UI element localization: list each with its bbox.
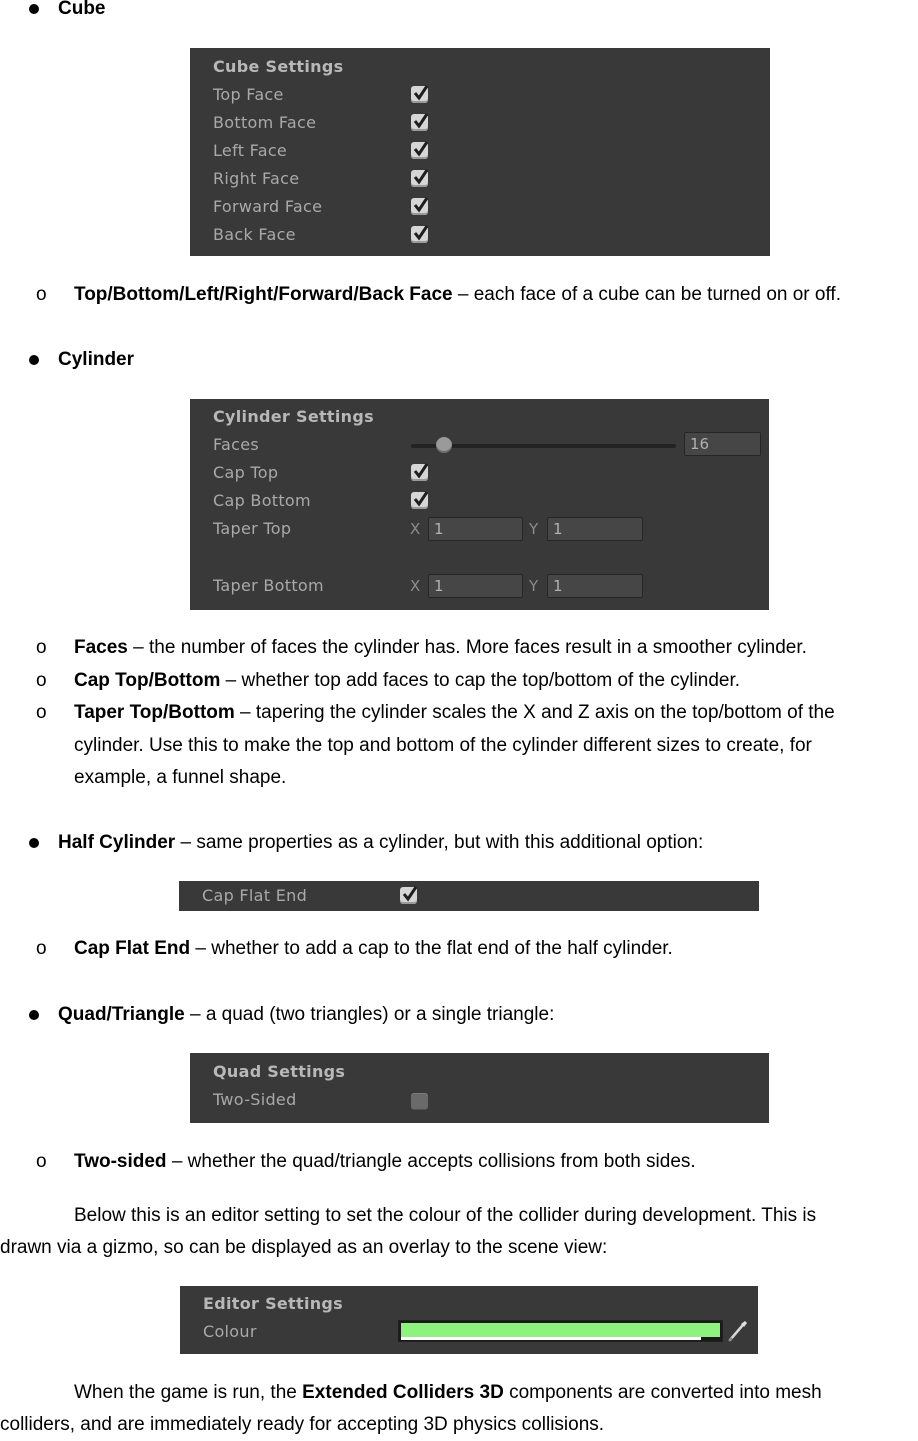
- cap-flat-end-label: Cap Flat End: [202, 886, 308, 905]
- taper-bottom-x-label: X: [410, 577, 421, 595]
- closing-paragraph-line1: When the game is run, the Extended Colliders 3D components are converted into mesh: [74, 1382, 822, 1403]
- cube-heading: Cube: [58, 0, 106, 19]
- cap-description: Cap Top/Bottom – whether top add faces to cap the top/bottom of the cylinder.: [74, 670, 741, 691]
- cap-top-label: Cap Top: [213, 463, 279, 482]
- cap-flat-end-description: Cap Flat End – whether to add a cap to the flat end of the half cylinder.: [74, 938, 673, 959]
- editor-paragraph-line2: drawn via a gizmo, so can be displayed as an overlay to the scene view:: [0, 1237, 608, 1258]
- sub-bullet-marker: o: [36, 637, 47, 658]
- top-face-label: Top Face: [213, 85, 284, 104]
- colour-label: Colour: [203, 1322, 257, 1341]
- taper-bottom-label: Taper Bottom: [213, 576, 324, 595]
- sub-bullet-marker: o: [36, 938, 47, 959]
- face-toggle-description: Top/Bottom/Left/Right/Forward/Back Face – each face of a cube can be turned on or off.: [74, 284, 841, 305]
- bullet-dot: [29, 355, 39, 365]
- two-sided-description: Two-sided – whether the quad/triangle accepts collisions from both sides.: [74, 1151, 696, 1172]
- sub-bullet-marker: o: [36, 1151, 47, 1172]
- eyedropper-icon[interactable]: [727, 1319, 749, 1343]
- left-face-checkbox[interactable]: [411, 142, 428, 159]
- right-face-checkbox[interactable]: [411, 170, 428, 187]
- cylinder-settings-panel: [190, 399, 769, 610]
- cap-bottom-label: Cap Bottom: [213, 491, 311, 510]
- quad-heading: Quad/Triangle – a quad (two triangles) or a single triangle:: [58, 1004, 555, 1025]
- taper-top-y-label: Y: [529, 520, 539, 538]
- top-face-checkbox[interactable]: [411, 86, 428, 103]
- taper-top-y-field[interactable]: 1: [547, 517, 643, 541]
- taper-description-line2: cylinder. Use this to make the top and bottom of the cylinder different sizes to create, for: [74, 735, 812, 756]
- panel-title: Quad Settings: [213, 1062, 346, 1081]
- editor-settings-panel: [180, 1286, 758, 1354]
- cylinder-heading: Cylinder: [58, 349, 135, 370]
- half-cylinder-panel: [179, 881, 759, 911]
- sub-bullet-marker: o: [36, 670, 47, 691]
- sub-bullet-marker: o: [36, 702, 47, 723]
- two-sided-label: Two-Sided: [213, 1090, 297, 1109]
- back-face-checkbox[interactable]: [411, 226, 428, 243]
- panel-title: Cylinder Settings: [213, 407, 374, 426]
- bullet-dot: [29, 838, 39, 848]
- faces-label: Faces: [213, 435, 260, 454]
- taper-bottom-y-label: Y: [529, 577, 539, 595]
- taper-top-x-field[interactable]: 1: [428, 517, 523, 541]
- two-sided-checkbox[interactable]: [411, 1093, 428, 1110]
- cap-flat-end-checkbox[interactable]: [400, 887, 417, 904]
- sub-bullet-marker: o: [36, 284, 47, 305]
- bottom-face-label: Bottom Face: [213, 113, 317, 132]
- forward-face-label: Forward Face: [213, 197, 323, 216]
- taper-bottom-y-field[interactable]: 1: [547, 574, 643, 598]
- left-face-label: Left Face: [213, 141, 288, 160]
- taper-top-x-label: X: [410, 520, 421, 538]
- cap-bottom-checkbox[interactable]: [411, 492, 428, 509]
- alpha-bar: [401, 1337, 701, 1340]
- faces-value-field[interactable]: 16: [684, 432, 761, 456]
- editor-paragraph-line1: Below this is an editor setting to set the colour of the collider during development. This is: [74, 1205, 817, 1226]
- colour-fill: [401, 1323, 720, 1337]
- panel-title: Cube Settings: [213, 57, 344, 76]
- taper-description: Taper Top/Bottom – tapering the cylinder scales the X and Z axis on the top/bottom of the: [74, 702, 835, 723]
- cap-top-checkbox[interactable]: [411, 464, 428, 481]
- bullet-dot: [29, 4, 39, 14]
- taper-bottom-x-field[interactable]: 1: [428, 574, 523, 598]
- forward-face-checkbox[interactable]: [411, 198, 428, 215]
- taper-top-label: Taper Top: [213, 519, 292, 538]
- taper-description-line3: example, a funnel shape.: [74, 767, 287, 788]
- colour-swatch[interactable]: [398, 1320, 723, 1342]
- quad-settings-panel: [190, 1053, 769, 1123]
- faces-description: Faces – the number of faces the cylinder has. More faces result in a smoother cylinder.: [74, 637, 807, 658]
- half-cylinder-heading: Half Cylinder – same properties as a cylinder, but with this additional option:: [58, 832, 704, 853]
- closing-paragraph-line2: colliders, and are immediately ready for accepting 3D physics collisions.: [0, 1414, 605, 1435]
- right-face-label: Right Face: [213, 169, 300, 188]
- bottom-face-checkbox[interactable]: [411, 114, 428, 131]
- back-face-label: Back Face: [213, 225, 296, 244]
- panel-title: Editor Settings: [203, 1294, 343, 1313]
- cube-settings-panel: [190, 48, 770, 256]
- bullet-dot: [29, 1010, 39, 1020]
- faces-slider-thumb[interactable]: [436, 437, 452, 453]
